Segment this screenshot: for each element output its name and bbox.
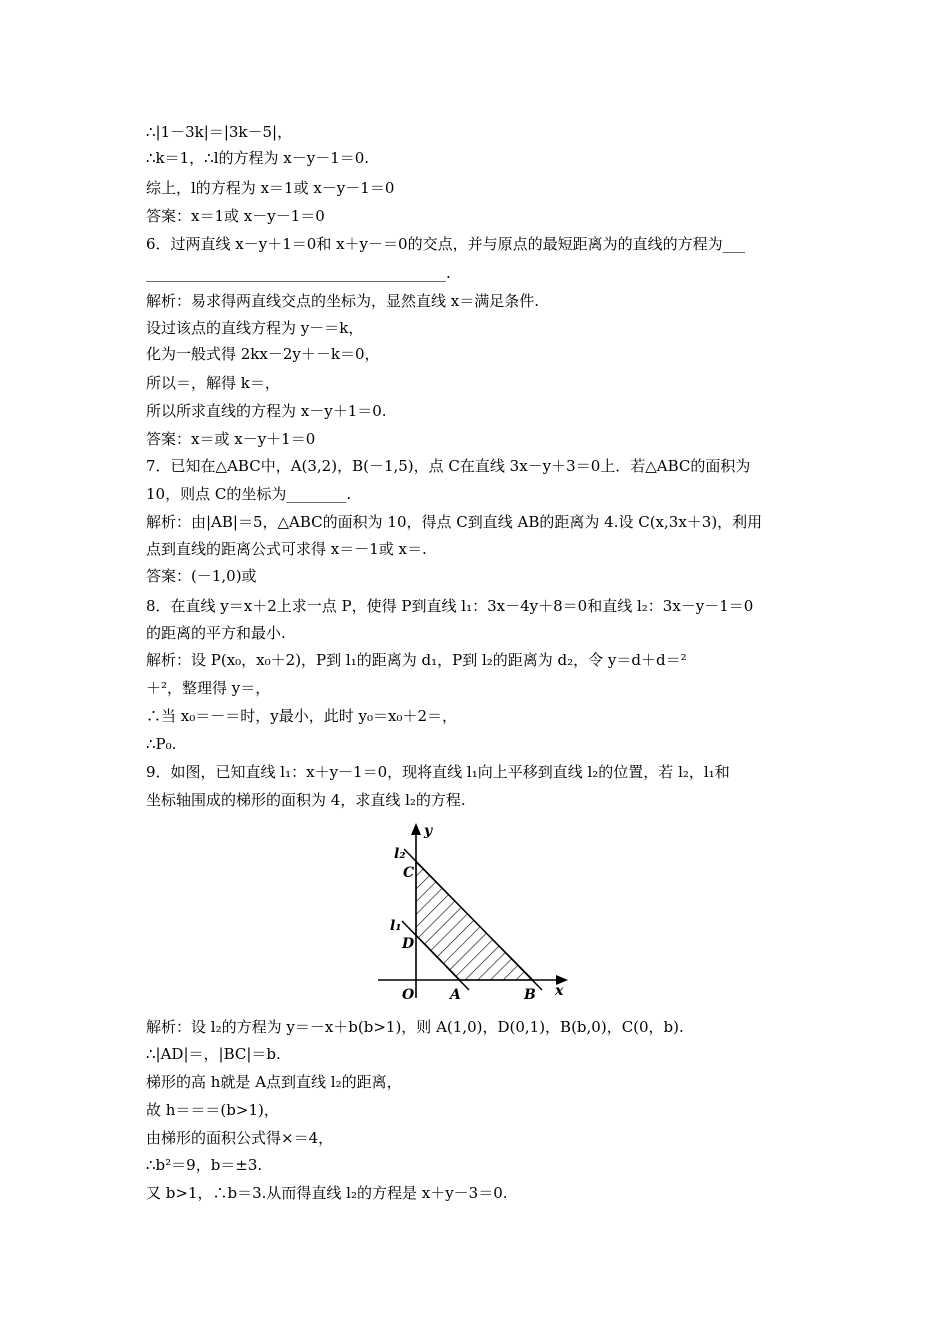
text-line: ∴当 x₀＝－＝时，y最小，此时 y₀＝x₀＋2＝， — [146, 707, 457, 725]
origin-label: O — [402, 987, 415, 1003]
text-line: 综上，l的方程为 x＝1或 x－y－1＝0 — [146, 179, 395, 197]
text-line: 解析：设 P(x₀，x₀＋2)，P到 l₁的距离为 d₁，P到 l₂的距离为 d₂，令 y＝d＋d＝² — [146, 651, 687, 669]
point-a-label: A — [450, 987, 461, 1003]
text-line: 梯形的高 h就是 A点到直线 l₂的距离， — [146, 1073, 402, 1091]
text-line: 答案：x＝或 x－y＋1＝0 — [146, 430, 316, 448]
text-line: 答案：(－1,0)或 — [146, 567, 257, 585]
x-axis-label: x — [555, 983, 564, 999]
text-line: ________________________________________. — [146, 264, 451, 282]
text-line: 所以所求直线的方程为 x－y＋1＝0. — [146, 402, 387, 420]
l1-label: l₁ — [390, 918, 402, 934]
text-line: 故 h＝＝＝(b>1)， — [146, 1101, 279, 1119]
text-line: 7．已知在△ABC中，A(3,2)，B(－1,5)，点 C在直线 3x－y＋3＝0上．若△ABC的面积为 — [146, 457, 751, 475]
text-line: 点到直线的距离公式可求得 x＝－1或 x＝. — [146, 540, 427, 558]
text-line: 化为一般式得 2kx－2y＋－k＝0， — [146, 345, 380, 363]
point-b-label: B — [524, 987, 536, 1003]
y-axis-label: y — [424, 823, 433, 839]
text-line: 设过该点的直线方程为 y－＝k， — [146, 319, 364, 337]
text-line: 答案：x＝1或 x－y－1＝0 — [146, 207, 325, 225]
text-line: ∴|1－3k|＝|3k－5|， — [146, 123, 293, 141]
text-line: 由梯形的面积公式得×＝4， — [146, 1129, 334, 1147]
text-line: 坐标轴围成的梯形的面积为 4，求直线 l₂的方程. — [146, 791, 466, 809]
text-line: ＋²，整理得 y＝， — [146, 679, 271, 697]
point-c-label: C — [403, 865, 415, 881]
l2-label: l₂ — [394, 846, 406, 862]
text-line: 10，则点 C的坐标为________. — [146, 485, 352, 503]
text-line: 又 b>1，∴b＝3.从而得直线 l₂的方程是 x＋y－3＝0. — [146, 1184, 508, 1202]
text-line: 解析：设 l₂的方程为 y＝－x＋b(b>1)，则 A(1,0)，D(0,1)，B(b,0)，C(0，b). — [146, 1018, 684, 1036]
text-line: ∴P₀. — [146, 735, 177, 753]
coordinate-diagram — [372, 818, 572, 1003]
text-line: 解析：由|AB|＝5，△ABC的面积为 10，得点 C到直线 AB的距离为 4.设 C(x,3x＋3)，利用 — [146, 513, 763, 531]
y-axis-arrow-icon — [411, 823, 421, 835]
text-line: ∴|AD|＝，|BC|＝b. — [146, 1045, 281, 1063]
point-d-label: D — [402, 936, 415, 952]
text-line: 解析：易求得两直线交点的坐标为，显然直线 x＝满足条件. — [146, 292, 539, 310]
text-line: 9．如图，已知直线 l₁：x＋y－1＝0，现将直线 l₁向上平移到直线 l₂的位置，若 l₂，l₁和 — [146, 763, 730, 781]
text-line: ∴k＝1，∴l的方程为 x－y－1＝0. — [146, 149, 370, 167]
text-line: ∴b²＝9，b＝±3. — [146, 1156, 263, 1174]
text-line: 的距离的平方和最小. — [146, 624, 286, 642]
text-line: 8．在直线 y＝x＋2上求一点 P，使得 P到直线 l₁：3x－4y＋8＝0和直线 l₂：3x－y－1＝0 — [146, 597, 754, 615]
trapezoid-figure — [372, 818, 572, 1003]
text-line: 所以＝，解得 k＝， — [146, 374, 280, 392]
text-line: 6．过两直线 x－y＋1＝0和 x＋y－＝0的交点，并与原点的最短距离为的直线的方程为___ — [146, 235, 746, 253]
